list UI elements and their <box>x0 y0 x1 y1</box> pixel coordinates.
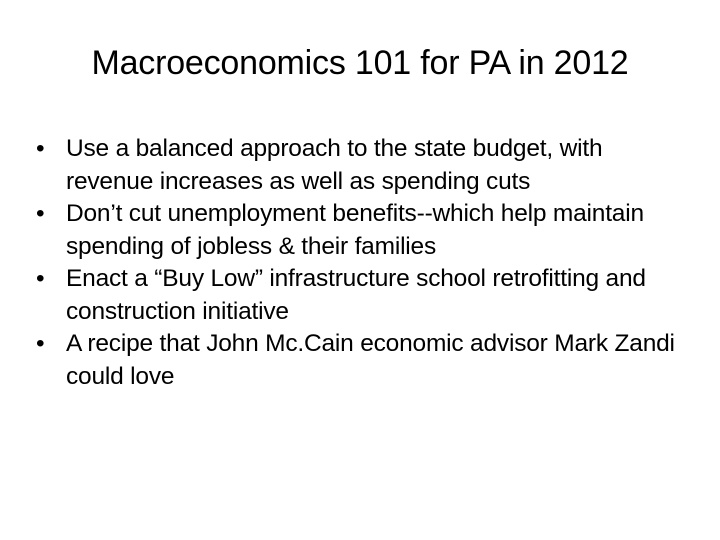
bullet-marker: • <box>36 265 45 292</box>
bullet-item <box>36 198 696 263</box>
bullet-text: Enact a “Buy Low” infrastructure school retrofitting and construction initiative <box>66 265 646 325</box>
slide-title: Macroeconomics 101 for PA in 2012 <box>91 44 629 82</box>
bullet-marker: • <box>36 135 45 162</box>
bullet-text: Don’t cut unemployment benefits--which help maintain spending of jobless & their families <box>66 200 644 260</box>
bullet-text: A recipe that John Mc.Cain economic advisor Mark Zandi could love <box>66 330 675 390</box>
bullet-item <box>36 263 696 328</box>
bullet-item <box>36 133 696 198</box>
bullet-marker: • <box>36 330 45 357</box>
bullet-marker: • <box>36 200 45 227</box>
bullet-list <box>36 133 696 393</box>
bullet-text: Use a balanced approach to the state budget, with revenue increases as well as spending cuts <box>66 135 603 195</box>
bullet-item <box>36 328 696 393</box>
